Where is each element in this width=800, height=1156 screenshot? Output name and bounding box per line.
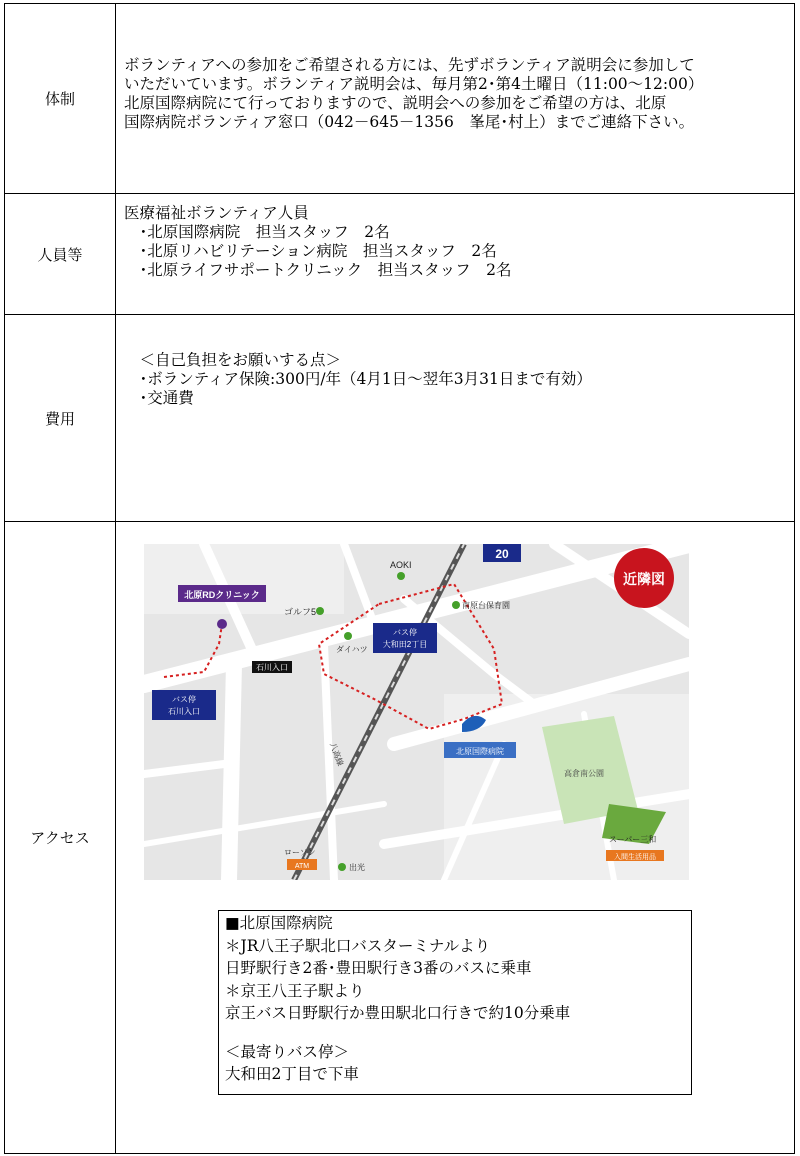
hiyou-line: ･ボランティア保険:300円/年（4月1日～翌年3月31日まで有効）	[124, 370, 592, 388]
super-label: スーパー三和	[609, 835, 657, 844]
aoki-label: AOKI	[390, 560, 412, 570]
row-taisei	[5, 4, 795, 194]
nearest-stop: 大和田2丁目で下車	[225, 1065, 359, 1083]
aoki-marker-icon	[397, 572, 405, 580]
row-label-jinin: 人員等	[5, 194, 116, 315]
taisei-line: いただいています。ボランティア説明会は、毎月第2･第4土曜日（11:00～12:00）	[124, 75, 704, 93]
daihatsu-marker-icon	[344, 632, 352, 640]
jinin-line: ･北原リハビリテーション病院 担当スタッフ 2名	[124, 242, 497, 260]
row-content-taisei	[116, 4, 795, 194]
daihatsu-label: ダイハツ	[336, 645, 368, 654]
route-line: ＊京王八王子駅より	[225, 981, 365, 1000]
jinin-line: ･北原ライフサポートクリニック 担当スタッフ 2名	[124, 261, 512, 279]
nearest-stop-title: ＜最寄りバス停＞	[225, 1042, 350, 1061]
hachiko-line-label: 八高線	[328, 741, 345, 768]
route-line: ＊JR八王子駅北口バスターミナルより	[225, 936, 491, 955]
row-content-access	[116, 522, 795, 1154]
route-number: 20	[495, 547, 509, 561]
rd-clinic-label: 北原RDクリニック	[184, 590, 260, 600]
idemitsu-marker-icon	[338, 863, 346, 871]
ishikawa-label: 石川入口	[256, 663, 288, 672]
nursery-label: 南原台保育園	[462, 601, 510, 610]
row-label-taisei: 体制	[5, 4, 116, 194]
rd-clinic-marker-icon	[217, 619, 227, 629]
neighborhood-map	[144, 544, 689, 880]
bus-stop-owada-name: 大和田2丁目	[382, 640, 428, 649]
route-line: 日野駅行き2番･豊田駅行き3番のバスに乗車	[225, 959, 532, 977]
row-label-hiyou: 費用	[5, 315, 116, 522]
taisei-line: ボランティアへの参加をご希望される方には、先ずボランティア説明会に参加して	[124, 56, 695, 74]
hospital-label: 北原国際病院	[456, 747, 504, 756]
taisei-line: 国際病院ボランティア窓口（042－645－1356 峯尾･村上）までご連絡下さい。	[124, 113, 695, 131]
taisei-line: 北原国際病院にて行っておりますので、説明会への参加をご希望の方は、北原	[124, 94, 667, 112]
bus-stop-ishikawa-label: バス停	[172, 695, 196, 704]
row-hiyou	[5, 315, 795, 522]
park-label: 高倉南公園	[564, 769, 604, 778]
route-title: ■北原国際病院	[225, 914, 333, 932]
jinin-line: 医療福祉ボランティア人員	[124, 204, 309, 222]
route-info-box	[218, 910, 692, 1095]
jinin-line: ･北原国際病院 担当スタッフ 2名	[124, 223, 390, 241]
hiyou-line: ･交通費	[124, 389, 194, 407]
super-sub-label: 入間生活用品	[614, 854, 656, 861]
idemitsu-label: 出光	[349, 863, 365, 872]
row-label-access: アクセス	[5, 522, 116, 1154]
volunteer-info-table	[4, 3, 795, 1154]
lawson-label: ローソン	[284, 848, 316, 857]
hiyou-line: ＜自己負担をお願いする点＞	[124, 351, 342, 369]
golf-label: ゴルフ5	[284, 607, 317, 617]
bus-stop-owada-label: バス停	[393, 628, 417, 637]
map-badge: 近隣図	[623, 571, 665, 587]
golf-marker-icon	[316, 607, 324, 615]
row-content-jinin	[116, 194, 795, 315]
row-jinin	[5, 194, 795, 315]
bus-stop-ishikawa-name: 石川入口	[168, 707, 200, 716]
route-line: 京王バス日野駅行か豊田駅北口行きで約10分乗車	[225, 1004, 571, 1022]
row-content-hiyou	[116, 315, 795, 522]
atm-label: ATM	[294, 863, 310, 870]
nursery-marker-icon	[452, 601, 460, 609]
row-access	[5, 522, 795, 1154]
